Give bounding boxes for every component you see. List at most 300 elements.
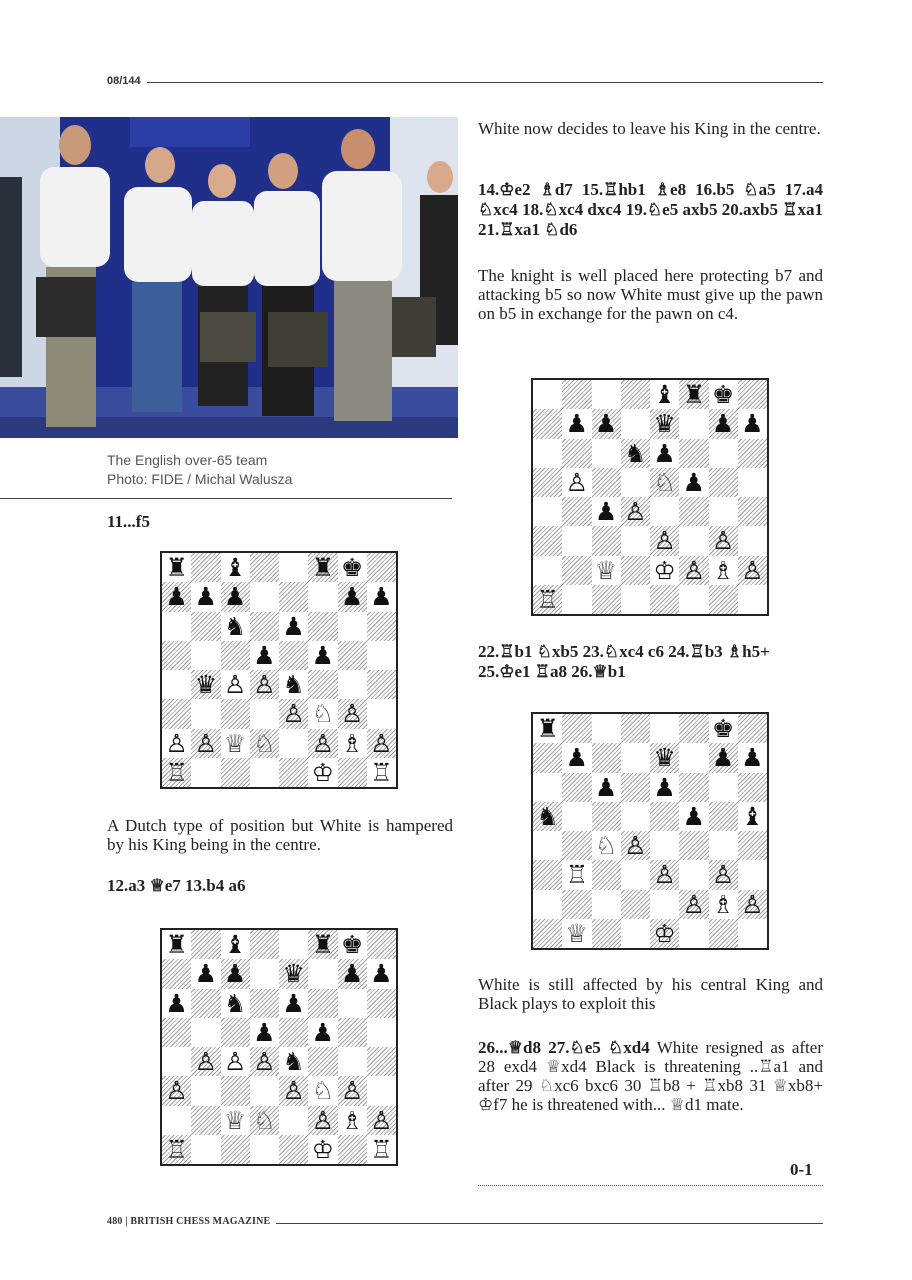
- square-c7: [592, 743, 621, 772]
- square-e2: [279, 1106, 308, 1135]
- white-rook-icon: ♖: [165, 757, 188, 787]
- square-c8: [592, 714, 621, 743]
- square-c8: [221, 930, 250, 959]
- square-g1: [338, 758, 367, 787]
- square-e6: [279, 989, 308, 1018]
- white-pawn-icon: ♙: [165, 1076, 188, 1106]
- square-c5: [221, 641, 250, 670]
- square-d2: [250, 1106, 279, 1135]
- white-bishop-icon: ♗: [340, 1105, 364, 1135]
- square-b6: [562, 439, 591, 468]
- square-b4: [562, 497, 591, 526]
- square-a1: [533, 919, 562, 948]
- white-pawn-icon: ♙: [282, 699, 305, 729]
- square-g5: [709, 468, 738, 497]
- square-c1: [221, 758, 250, 787]
- square-d8: [250, 553, 279, 582]
- square-f2: [308, 729, 337, 758]
- square-e3: [650, 526, 679, 555]
- square-c4: [592, 831, 621, 860]
- square-d8: [250, 930, 279, 959]
- square-d5: [250, 641, 279, 670]
- square-a6: [533, 439, 562, 468]
- square-c2: [221, 1106, 250, 1135]
- square-h5: [738, 468, 767, 497]
- square-h4: [367, 670, 396, 699]
- square-a2: [533, 890, 562, 919]
- square-g2: [709, 890, 738, 919]
- team-photo-illustration: [0, 117, 458, 438]
- square-e4: [279, 1047, 308, 1076]
- white-rook-icon: ♖: [565, 860, 589, 890]
- square-b1: [191, 1135, 220, 1164]
- board-grid: [533, 714, 767, 948]
- square-h7: [367, 959, 396, 988]
- white-rook-icon: ♖: [370, 1134, 393, 1164]
- square-a8: [162, 553, 191, 582]
- square-b2: [562, 556, 591, 585]
- black-rook-icon: ♜: [165, 930, 188, 960]
- square-f1: [679, 585, 708, 614]
- square-e1: [650, 919, 679, 948]
- square-c6: [592, 439, 621, 468]
- square-c5: [221, 1018, 250, 1047]
- black-king-icon: ♚: [340, 553, 364, 583]
- square-e5: [279, 1018, 308, 1047]
- square-a8: [533, 714, 562, 743]
- black-pawn-icon: ♟: [223, 582, 247, 612]
- square-a7: [533, 409, 562, 438]
- caption-line-2: Photo: FIDE / Michal Walusza: [107, 471, 293, 487]
- move-text-12-13: 12.a3 ♕e7 13.b4 a6: [107, 876, 246, 895]
- square-c8: [221, 553, 250, 582]
- square-h5: [738, 802, 767, 831]
- move-text-11-f5: 11...f5: [107, 512, 150, 531]
- square-b6: [191, 989, 220, 1018]
- square-g2: [338, 1106, 367, 1135]
- square-f8: [679, 714, 708, 743]
- square-e2: [650, 556, 679, 585]
- square-b3: [191, 1076, 220, 1105]
- square-g4: [709, 497, 738, 526]
- white-pawn-icon: ♙: [311, 1105, 335, 1135]
- white-queen-icon: ♕: [223, 728, 247, 758]
- square-e7: [650, 409, 679, 438]
- square-a6: [533, 773, 562, 802]
- square-f7: [308, 959, 337, 988]
- square-f4: [679, 831, 708, 860]
- square-a6: [162, 612, 191, 641]
- square-d4: [621, 831, 650, 860]
- square-f5: [308, 1018, 337, 1047]
- square-g3: [338, 699, 367, 728]
- square-a2: [162, 1106, 191, 1135]
- black-bishop-icon: ♝: [223, 930, 247, 960]
- square-h6: [367, 612, 396, 641]
- square-d7: [621, 409, 650, 438]
- commentary-black-exploits: White is still affected by his central King and Black plays to exploit this: [478, 975, 823, 1013]
- square-e5: [279, 641, 308, 670]
- black-pawn-icon: ♟: [311, 640, 335, 670]
- square-d6: [250, 612, 279, 641]
- white-pawn-icon: ♙: [253, 670, 276, 700]
- square-b1: [562, 585, 591, 614]
- black-pawn-icon: ♟: [282, 611, 305, 641]
- square-g8: [338, 930, 367, 959]
- white-knight-icon: ♘: [253, 1105, 276, 1135]
- square-h6: [738, 439, 767, 468]
- square-h1: [738, 919, 767, 948]
- square-f5: [679, 468, 708, 497]
- white-pawn-icon: ♙: [624, 831, 647, 861]
- result-rule: [478, 1185, 823, 1186]
- board-grid: [162, 930, 396, 1164]
- move-text-22-26: 22.♖b1 ♘xb5 23.♘xc4 c6 24.♖b3 ♗h5+ 25.♔e1 ♖a8 26.♕b1: [478, 642, 770, 681]
- square-f5: [308, 641, 337, 670]
- square-b8: [562, 380, 591, 409]
- square-h7: [738, 409, 767, 438]
- square-b3: [562, 526, 591, 555]
- white-pawn-icon: ♙: [194, 728, 218, 758]
- square-g7: [338, 959, 367, 988]
- white-rook-icon: ♖: [165, 1134, 188, 1164]
- final-text: White resigned as after 28 exd4 ♕xd4 Black is threatening ..♖a1 and after 29 ♘xc6 bxc6 30 ♖b8 + ♖xb8 31 ♕xb8+ ♔f7 he is threatened with... ♕d1 mate.: [478, 1038, 823, 1114]
- square-b1: [191, 758, 220, 787]
- black-king-icon: ♚: [711, 714, 735, 744]
- square-a5: [162, 641, 191, 670]
- magazine-name: 480 | BRITISH CHESS MAGAZINE: [107, 1216, 276, 1227]
- square-a5: [162, 1018, 191, 1047]
- square-d3: [250, 1076, 279, 1105]
- square-g6: [709, 439, 738, 468]
- square-g7: [338, 582, 367, 611]
- square-e1: [279, 1135, 308, 1164]
- white-pawn-icon: ♙: [370, 728, 393, 758]
- square-f6: [679, 773, 708, 802]
- square-f8: [308, 930, 337, 959]
- square-g3: [709, 526, 738, 555]
- square-e7: [650, 743, 679, 772]
- square-c2: [592, 556, 621, 585]
- square-a5: [533, 468, 562, 497]
- page-header: [107, 75, 823, 91]
- black-queen-icon: ♛: [653, 409, 676, 439]
- square-f2: [679, 890, 708, 919]
- square-b8: [191, 930, 220, 959]
- white-bishop-icon: ♗: [711, 889, 735, 919]
- black-knight-icon: ♞: [282, 670, 305, 700]
- square-c3: [221, 699, 250, 728]
- commentary-dutch: A Dutch type of position but White is hampered by his King being in the centre.: [107, 816, 453, 854]
- square-d4: [250, 670, 279, 699]
- black-bishop-icon: ♝: [653, 380, 676, 410]
- square-b6: [191, 612, 220, 641]
- black-pawn-icon: ♟: [594, 772, 618, 802]
- black-rook-icon: ♜: [536, 714, 559, 744]
- square-a7: [533, 743, 562, 772]
- square-f4: [308, 670, 337, 699]
- square-e8: [650, 714, 679, 743]
- commentary-king-centre: White now decides to leave his King in the centre.: [478, 119, 821, 138]
- square-e7: [279, 582, 308, 611]
- black-king-icon: ♚: [340, 930, 364, 960]
- square-g3: [709, 860, 738, 889]
- black-pawn-icon: ♟: [165, 582, 188, 612]
- white-king-icon: ♔: [653, 555, 676, 585]
- square-b4: [562, 831, 591, 860]
- square-d8: [621, 380, 650, 409]
- square-h8: [367, 553, 396, 582]
- black-pawn-icon: ♟: [253, 1017, 276, 1047]
- square-b8: [191, 553, 220, 582]
- square-h7: [367, 582, 396, 611]
- white-pawn-icon: ♙: [711, 860, 735, 890]
- black-knight-icon: ♞: [536, 801, 559, 831]
- black-pawn-icon: ♟: [311, 1017, 335, 1047]
- square-c2: [592, 890, 621, 919]
- square-c6: [592, 773, 621, 802]
- square-c2: [221, 729, 250, 758]
- square-c5: [592, 468, 621, 497]
- square-b4: [191, 670, 220, 699]
- square-f4: [308, 1047, 337, 1076]
- square-d4: [250, 1047, 279, 1076]
- square-g7: [709, 743, 738, 772]
- black-pawn-icon: ♟: [194, 582, 218, 612]
- square-d8: [621, 714, 650, 743]
- chess-diagram-2: [160, 928, 398, 1166]
- black-pawn-icon: ♟: [594, 409, 618, 439]
- square-e5: [650, 468, 679, 497]
- white-knight-icon: ♘: [594, 831, 618, 861]
- white-queen-icon: ♕: [565, 918, 589, 948]
- square-d5: [250, 1018, 279, 1047]
- black-pawn-icon: ♟: [194, 959, 218, 989]
- black-pawn-icon: ♟: [340, 582, 364, 612]
- team-photo: [0, 117, 458, 438]
- square-g2: [338, 729, 367, 758]
- square-d7: [621, 743, 650, 772]
- white-pawn-icon: ♙: [340, 699, 364, 729]
- caption-line-1: The English over-65 team: [107, 452, 268, 468]
- page-footer: [107, 1216, 823, 1232]
- square-h1: [738, 585, 767, 614]
- black-pawn-icon: ♟: [682, 467, 706, 497]
- black-queen-icon: ♛: [282, 959, 305, 989]
- square-a1: [162, 758, 191, 787]
- square-h5: [367, 1018, 396, 1047]
- board-grid: [533, 380, 767, 614]
- square-f5: [679, 802, 708, 831]
- square-e1: [650, 585, 679, 614]
- square-b2: [562, 890, 591, 919]
- square-h1: [367, 1135, 396, 1164]
- square-h1: [367, 758, 396, 787]
- square-h4: [367, 1047, 396, 1076]
- square-f7: [308, 582, 337, 611]
- square-d3: [250, 699, 279, 728]
- black-pawn-icon: ♟: [253, 640, 276, 670]
- square-h2: [367, 1106, 396, 1135]
- square-d4: [621, 497, 650, 526]
- black-knight-icon: ♞: [624, 438, 647, 468]
- square-d1: [250, 758, 279, 787]
- square-c1: [221, 1135, 250, 1164]
- square-h3: [367, 1076, 396, 1105]
- black-bishop-icon: ♝: [741, 801, 764, 831]
- square-a3: [533, 526, 562, 555]
- square-h7: [738, 743, 767, 772]
- white-pawn-icon: ♙: [370, 1105, 393, 1135]
- square-e7: [279, 959, 308, 988]
- square-c6: [221, 612, 250, 641]
- black-rook-icon: ♜: [165, 553, 188, 583]
- white-pawn-icon: ♙: [340, 1076, 364, 1106]
- square-g7: [709, 409, 738, 438]
- square-c4: [592, 497, 621, 526]
- square-g2: [709, 556, 738, 585]
- square-a3: [162, 1076, 191, 1105]
- square-e5: [650, 802, 679, 831]
- black-rook-icon: ♜: [311, 553, 335, 583]
- square-c8: [592, 380, 621, 409]
- square-d3: [621, 860, 650, 889]
- square-h3: [738, 860, 767, 889]
- square-g5: [709, 802, 738, 831]
- square-f3: [308, 1076, 337, 1105]
- white-pawn-icon: ♙: [223, 1047, 247, 1077]
- square-e3: [279, 1076, 308, 1105]
- square-g6: [709, 773, 738, 802]
- square-c1: [592, 919, 621, 948]
- square-d7: [250, 582, 279, 611]
- white-bishop-icon: ♗: [711, 555, 735, 585]
- square-b7: [562, 743, 591, 772]
- black-pawn-icon: ♟: [711, 743, 735, 773]
- square-h3: [367, 699, 396, 728]
- square-f8: [679, 380, 708, 409]
- black-pawn-icon: ♟: [741, 743, 764, 773]
- black-bishop-icon: ♝: [223, 553, 247, 583]
- square-b5: [562, 468, 591, 497]
- white-knight-icon: ♘: [311, 699, 335, 729]
- square-f6: [308, 989, 337, 1018]
- square-a7: [162, 582, 191, 611]
- square-b2: [191, 1106, 220, 1135]
- white-pawn-icon: ♙: [165, 728, 188, 758]
- commentary-knight: The knight is well placed here protecting b7 and attacking b5 so now White must give up the pawn on b5 in exchange for the pawn on c4.: [478, 266, 823, 323]
- square-d1: [621, 585, 650, 614]
- square-e6: [650, 439, 679, 468]
- square-g8: [709, 714, 738, 743]
- caption-rule: [0, 498, 452, 499]
- square-d2: [250, 729, 279, 758]
- black-pawn-icon: ♟: [682, 801, 706, 831]
- square-a7: [162, 959, 191, 988]
- square-a1: [162, 1135, 191, 1164]
- square-a5: [533, 802, 562, 831]
- black-pawn-icon: ♟: [340, 959, 364, 989]
- square-e2: [650, 890, 679, 919]
- square-d5: [621, 802, 650, 831]
- white-queen-icon: ♕: [594, 555, 618, 585]
- square-c3: [221, 1076, 250, 1105]
- square-b6: [562, 773, 591, 802]
- square-g4: [709, 831, 738, 860]
- header-rule: [107, 82, 823, 83]
- square-f3: [679, 526, 708, 555]
- square-g5: [338, 641, 367, 670]
- chess-diagram-4: [531, 712, 769, 950]
- square-f2: [308, 1106, 337, 1135]
- black-pawn-icon: ♟: [594, 497, 618, 527]
- square-c7: [221, 582, 250, 611]
- square-f1: [679, 919, 708, 948]
- photo-caption: [107, 451, 292, 489]
- square-h3: [738, 526, 767, 555]
- final-commentary: [478, 1038, 823, 1114]
- square-a2: [162, 729, 191, 758]
- square-a4: [533, 831, 562, 860]
- white-king-icon: ♔: [653, 918, 676, 948]
- black-pawn-icon: ♟: [165, 988, 188, 1018]
- white-pawn-icon: ♙: [565, 467, 589, 497]
- square-e6: [650, 773, 679, 802]
- square-a8: [162, 930, 191, 959]
- page-number: 08/144: [107, 75, 147, 87]
- square-h8: [738, 714, 767, 743]
- square-g8: [338, 553, 367, 582]
- black-pawn-icon: ♟: [370, 959, 393, 989]
- square-d2: [621, 890, 650, 919]
- square-f6: [679, 439, 708, 468]
- square-g8: [709, 380, 738, 409]
- square-e3: [279, 699, 308, 728]
- square-b5: [562, 802, 591, 831]
- square-a3: [162, 699, 191, 728]
- square-g4: [338, 670, 367, 699]
- square-c6: [221, 989, 250, 1018]
- square-c3: [592, 860, 621, 889]
- square-g4: [338, 1047, 367, 1076]
- square-b1: [562, 919, 591, 948]
- square-f6: [308, 612, 337, 641]
- square-e4: [650, 497, 679, 526]
- square-f7: [679, 409, 708, 438]
- square-g5: [338, 1018, 367, 1047]
- square-c4: [221, 670, 250, 699]
- white-pawn-icon: ♙: [682, 555, 706, 585]
- square-b7: [562, 409, 591, 438]
- square-d3: [621, 526, 650, 555]
- white-pawn-icon: ♙: [653, 526, 676, 556]
- black-pawn-icon: ♟: [741, 409, 764, 439]
- square-h2: [738, 890, 767, 919]
- square-a1: [533, 585, 562, 614]
- square-h8: [738, 380, 767, 409]
- black-pawn-icon: ♟: [653, 438, 676, 468]
- square-f7: [679, 743, 708, 772]
- square-g1: [709, 919, 738, 948]
- white-rook-icon: ♖: [370, 757, 393, 787]
- square-g1: [338, 1135, 367, 1164]
- black-pawn-icon: ♟: [711, 409, 735, 439]
- square-f1: [308, 1135, 337, 1164]
- square-a4: [162, 1047, 191, 1076]
- black-pawn-icon: ♟: [565, 743, 589, 773]
- square-b5: [191, 641, 220, 670]
- square-f1: [308, 758, 337, 787]
